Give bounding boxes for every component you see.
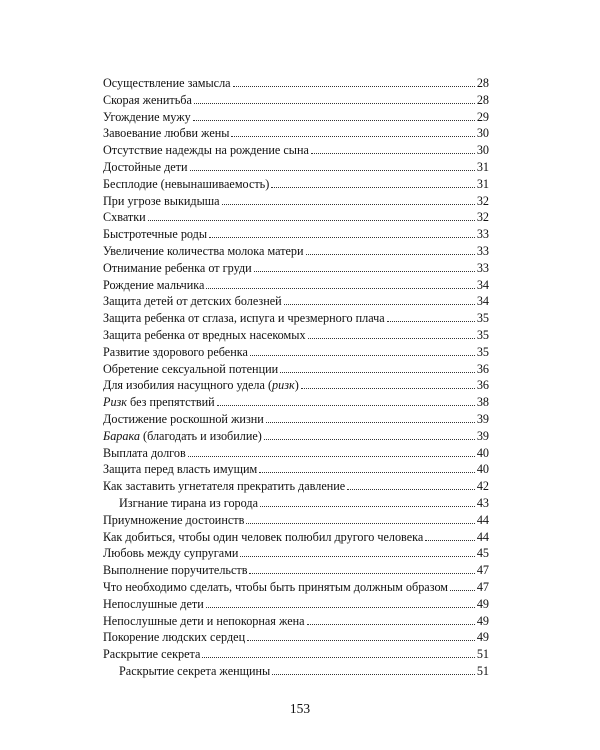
toc-entry-page: 36	[476, 361, 489, 376]
toc-entry	[103, 411, 489, 428]
toc-entry	[103, 193, 489, 210]
toc-entry-page: 49	[476, 596, 489, 611]
toc-entry-page: 30	[476, 143, 489, 158]
toc-dot-leader	[306, 254, 475, 255]
toc-entry-title: Угождение мужу	[103, 109, 191, 124]
toc-dot-leader	[264, 439, 475, 440]
toc-entry-title: Непослушные дети	[103, 596, 204, 611]
toc-dot-leader	[233, 86, 475, 87]
toc-dot-leader	[308, 338, 475, 339]
toc-entry-page: 31	[476, 176, 489, 191]
toc-entry	[103, 209, 489, 226]
toc-dot-leader	[387, 321, 475, 322]
toc-entry-page: 43	[476, 495, 489, 510]
toc-entry	[103, 478, 489, 495]
toc-entry	[103, 596, 489, 613]
toc-entry	[103, 663, 489, 680]
toc-entry	[103, 646, 489, 663]
toc-entry-page: 51	[476, 647, 489, 662]
toc-dot-leader	[246, 523, 474, 524]
toc-dot-leader	[222, 204, 475, 205]
toc-entry	[103, 394, 489, 411]
toc-entry	[103, 344, 489, 361]
toc-entry-page: 32	[476, 210, 489, 225]
toc-entry-page: 34	[476, 294, 489, 309]
toc-entry-page: 36	[476, 378, 489, 393]
toc-entry	[103, 361, 489, 378]
toc-entry-title: Выплата долгов	[103, 445, 186, 460]
toc-entry-page: 47	[476, 579, 489, 594]
toc-dot-leader	[450, 590, 475, 591]
toc-dot-leader	[260, 506, 475, 507]
toc-entry	[103, 176, 489, 193]
toc-entry-title: Непослушные дети и непокорная жена	[103, 613, 305, 628]
toc-entry-title: Любовь между супругами	[103, 546, 239, 561]
toc-dot-leader	[311, 153, 475, 154]
toc-entry-title: Приумножение достоинств	[103, 512, 245, 527]
toc-dot-leader	[307, 624, 475, 625]
toc-dot-leader	[284, 304, 475, 305]
toc-entry	[103, 445, 489, 462]
toc-entry-page: 38	[476, 395, 489, 410]
toc-entry-title: Как добиться, чтобы один человек полюбил другого человека	[103, 529, 424, 544]
toc-entry	[103, 461, 489, 478]
toc-entry-title: Что необходимо сделать, чтобы быть принятым должным образом	[103, 579, 449, 594]
toc-entry-title: Барака (благодать и изобилие)	[103, 428, 262, 443]
toc-entry-title: Изгнание тирана из города	[119, 495, 258, 510]
toc-entry-title: Достижение роскошной жизни	[103, 411, 264, 426]
toc-entry-title: Защита перед власть имущим	[103, 462, 258, 477]
toc-dot-leader	[209, 237, 475, 238]
toc-entry-page: 35	[476, 344, 489, 359]
toc-entry	[103, 125, 489, 142]
toc-entry	[103, 428, 489, 445]
toc-entry-title: Раскрытие секрета женщины	[119, 663, 271, 678]
toc-dot-leader	[206, 288, 474, 289]
toc-entry	[103, 226, 489, 243]
page-number: 153	[289, 701, 311, 716]
toc-entry	[103, 142, 489, 159]
toc-entry-title: Увеличение количества молока матери	[103, 243, 304, 258]
toc-dot-leader	[148, 220, 475, 221]
toc-entry-title: Как заставить угнетателя прекратить давление	[103, 479, 346, 494]
toc-entry-title: Защита ребенка от сглаза, испуга и чрезмерного плача	[103, 311, 385, 326]
toc-entry	[103, 92, 489, 109]
toc-entry-page: 30	[476, 126, 489, 141]
toc-entry-page: 35	[476, 327, 489, 342]
toc-entry-title: Для изобилия насущного удела (ризк)	[103, 378, 299, 393]
toc-entry-title: Отнимание ребенка от груди	[103, 260, 252, 275]
toc-dot-leader	[247, 640, 475, 641]
toc-entry-title: Осуществление замысла	[103, 76, 231, 90]
toc-entry-title: Покорение людских сердец	[103, 630, 246, 645]
toc-entry-page: 34	[476, 277, 489, 292]
toc-entry	[103, 260, 489, 277]
toc-entry-page: 28	[476, 92, 489, 107]
toc-entry	[103, 377, 489, 394]
toc-entry-page: 40	[476, 462, 489, 477]
toc-entry-title: Раскрытие секрета	[103, 647, 201, 662]
toc-entry-title: При угрозе выкидыша	[103, 193, 220, 208]
toc-entry-title: Быстротечные роды	[103, 227, 208, 242]
toc-entry	[103, 562, 489, 579]
toc-entry-title: Схватки	[103, 210, 146, 225]
toc-entry-page: 39	[476, 411, 489, 426]
toc-entry-page: 33	[476, 243, 489, 258]
toc-dot-leader	[259, 472, 475, 473]
toc-dot-leader	[206, 607, 475, 608]
toc-entry-title: Обретение сексуальной потенции	[103, 361, 279, 376]
toc-entry	[103, 277, 489, 294]
toc-dot-leader	[254, 271, 475, 272]
toc-entry-page: 42	[476, 479, 489, 494]
toc-entry-page: 39	[476, 428, 489, 443]
toc-entry-page: 40	[476, 445, 489, 460]
toc-dot-leader	[347, 489, 475, 490]
toc-entry	[103, 293, 489, 310]
toc-entry	[103, 243, 489, 260]
toc-entry-page: 33	[476, 260, 489, 275]
toc-dot-leader	[425, 540, 475, 541]
toc-dot-leader	[202, 657, 474, 658]
toc-entry	[103, 579, 489, 596]
toc-dot-leader	[249, 573, 474, 574]
toc-dot-leader	[188, 456, 475, 457]
toc-entry-page: 44	[476, 529, 489, 544]
toc-entry-title: Рождение мальчика	[103, 277, 205, 292]
toc-entry-page: 29	[476, 109, 489, 124]
toc-dot-leader	[271, 187, 475, 188]
toc-entry	[103, 327, 489, 344]
toc-entry-title: Бесплодие (невынашиваемость)	[103, 176, 270, 191]
toc-entry-page: 32	[476, 193, 489, 208]
toc-dot-leader	[240, 556, 474, 557]
toc-entry	[103, 545, 489, 562]
toc-entry-page: 44	[476, 512, 489, 527]
toc-entry	[103, 159, 489, 176]
toc-dot-leader	[301, 388, 475, 389]
toc-entry-page: 28	[476, 76, 489, 90]
toc-entry-page: 45	[476, 546, 489, 561]
toc-dot-leader	[272, 674, 475, 675]
toc-dot-leader	[193, 120, 475, 121]
toc-entry	[103, 529, 489, 546]
toc-dot-leader	[194, 103, 475, 104]
toc-entry-page: 49	[476, 630, 489, 645]
toc-dot-leader	[217, 405, 475, 406]
toc-entry	[103, 310, 489, 327]
toc-entry-page: 47	[476, 563, 489, 578]
toc-entry-title: Скорая женитьба	[103, 92, 192, 107]
toc-entry-page: 31	[476, 159, 489, 174]
toc-entry-title: Отсутствие надежды на рождение сына	[103, 143, 309, 158]
toc-dot-leader	[266, 422, 475, 423]
toc-entry	[103, 109, 489, 126]
toc-entry-title: Развитие здорового ребенка	[103, 344, 248, 359]
toc-entry-page: 51	[476, 663, 489, 678]
toc-entry-title: Защита ребенка от вредных насекомых	[103, 327, 306, 342]
toc-entry-page: 49	[476, 613, 489, 628]
toc-entry	[103, 629, 489, 646]
toc-entry-title: Выполнение поручительств	[103, 563, 248, 578]
toc-entry-page: 33	[476, 227, 489, 242]
toc-entry	[103, 613, 489, 630]
toc-entry-title: Завоевание любви жены	[103, 126, 230, 141]
toc-entry-page: 35	[476, 311, 489, 326]
table-of-contents	[103, 75, 489, 680]
toc-entry-title: Ризк без препятствий	[103, 395, 215, 410]
toc-entry-title: Защита детей от детских болезней	[103, 294, 282, 309]
toc-dot-leader	[280, 372, 475, 373]
toc-entry	[103, 75, 489, 92]
toc-entry	[103, 512, 489, 529]
toc-dot-leader	[231, 136, 474, 137]
toc-dot-leader	[250, 355, 475, 356]
toc-dot-leader	[190, 170, 475, 171]
toc-entry-title: Достойные дети	[103, 159, 188, 174]
toc-entry	[103, 495, 489, 512]
